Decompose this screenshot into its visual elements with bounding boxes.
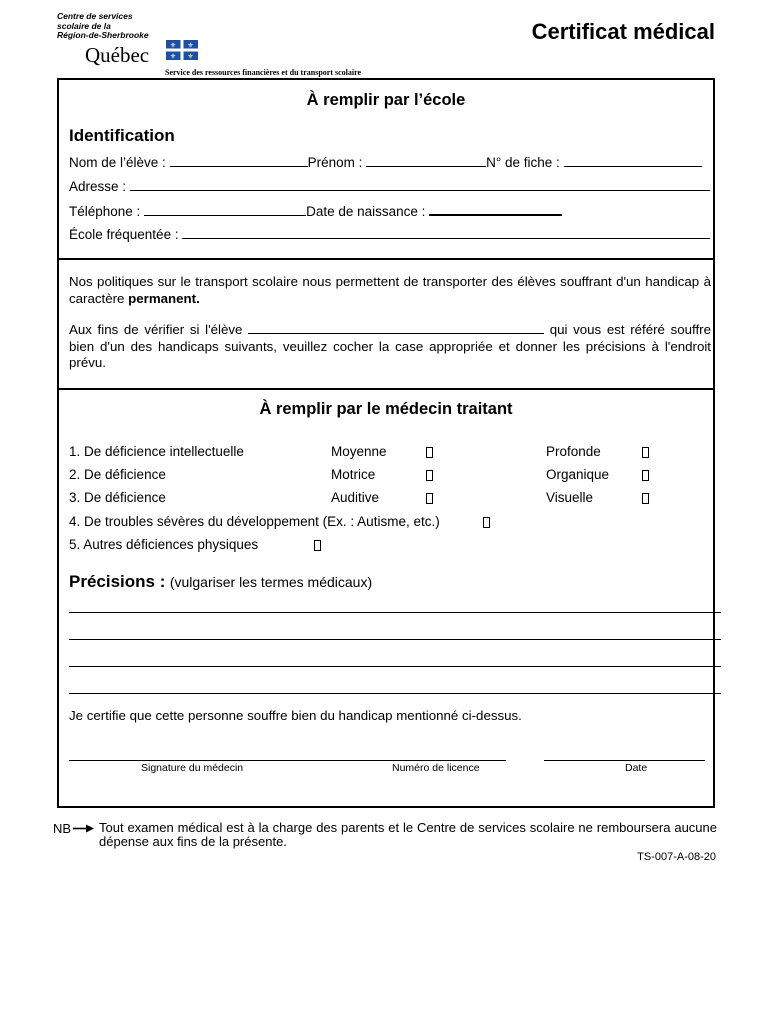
school-section <box>57 78 715 260</box>
precisions-note: (vulgariser les termes médicaux) <box>169 574 373 590</box>
disability-item-4 <box>69 514 440 529</box>
row-name <box>69 155 702 170</box>
item-number: 1. <box>69 444 81 459</box>
precisions-line-1[interactable] <box>69 612 721 613</box>
checkbox-motrice[interactable] <box>426 470 433 481</box>
phone-field[interactable] <box>144 204 306 216</box>
checkbox-other-physical[interactable] <box>314 540 321 551</box>
checkbox-developmental[interactable] <box>483 517 490 528</box>
checkbox-profonde[interactable] <box>642 447 649 458</box>
disability-item-1 <box>69 444 244 459</box>
policy-emphasis: permanent. <box>128 290 200 306</box>
file-number-label: N° de fiche : <box>486 155 560 170</box>
item-label: De troubles sévères du développement (Ex. : Autisme, etc.) <box>84 514 440 529</box>
first-name-field[interactable] <box>366 155 486 167</box>
school-field[interactable] <box>182 227 710 239</box>
disability-item-5 <box>69 537 258 552</box>
row-address <box>69 179 710 194</box>
date-line[interactable] <box>544 760 705 761</box>
birth-date-field[interactable] <box>429 203 562 216</box>
quebec-wordmark: Québec <box>85 43 150 67</box>
item-label: De déficience <box>84 490 166 505</box>
doctor-section <box>57 388 715 808</box>
student-name-field[interactable] <box>170 155 308 167</box>
page-title: Certificat médical <box>531 19 715 44</box>
verify-text: Aux fins de vérifier si l'élève <box>69 322 243 337</box>
identification-heading: Identification <box>69 126 175 145</box>
item-label: Autres déficiences physiques <box>83 537 259 552</box>
verify-text-end: qui vous est référé souffre bien d'un des handicaps suivants, veuillez cocher la case appropriée et donner les précisions à l'endroit prévu. <box>69 322 712 370</box>
option-visuelle-label: Visuelle <box>546 490 594 505</box>
item-number: 2. <box>69 467 81 482</box>
disability-item-3 <box>69 490 166 505</box>
option-organique-label: Organique <box>546 467 610 482</box>
precisions-heading <box>69 572 372 592</box>
signature-label: Signature du médecin <box>141 762 244 774</box>
svg-text:⚜: ⚜ <box>187 42 194 50</box>
arrow-right-icon <box>73 824 94 833</box>
policy-section <box>57 256 715 390</box>
address-label: Adresse : <box>69 179 127 194</box>
item-label: De déficience intellectuelle <box>84 444 244 459</box>
form-code: TS-007-A-08-20 <box>637 851 716 863</box>
item-number: 5. <box>69 537 81 552</box>
svg-text:⚜: ⚜ <box>169 53 177 60</box>
signature-licence-line[interactable] <box>69 760 506 761</box>
precisions-label: Précisions : <box>69 572 166 591</box>
org-line-2: scolaire de la <box>57 20 111 31</box>
option-moyenne-label: Moyenne <box>331 444 387 459</box>
precisions-line-3[interactable] <box>69 666 721 667</box>
footer-note: Tout examen médical est à la charge des parents et le Centre de services scolaire ne remboursera aucune dépense aux fins de la présente. <box>99 820 717 849</box>
policy-text: Nos politiques sur le transport scolaire nous permettent de transporter des élèves souffrant d'un handicap à caractère <box>69 274 711 306</box>
item-number: 3. <box>69 490 81 505</box>
policy-paragraph-1 <box>69 274 711 307</box>
item-number: 4. <box>69 514 81 529</box>
verify-student-field[interactable] <box>248 322 544 334</box>
checkbox-auditive[interactable] <box>426 493 433 504</box>
policy-paragraph-2 <box>69 322 711 372</box>
org-line-3: Région-de-Sherbrooke <box>57 30 149 40</box>
svg-text:⚜: ⚜ <box>169 42 177 50</box>
licence-label: Numéro de licence <box>392 762 480 774</box>
precisions-line-2[interactable] <box>69 639 721 640</box>
option-profonde-label: Profonde <box>546 444 601 459</box>
option-auditive-label: Auditive <box>331 490 380 505</box>
school-section-heading: À remplir par l’école <box>306 91 466 109</box>
school-label: École fréquentée : <box>69 227 179 242</box>
fleur-de-lis-flag-icon <box>166 40 198 60</box>
file-number-field[interactable] <box>564 155 702 167</box>
checkbox-moyenne[interactable] <box>426 447 433 458</box>
item-label: De déficience <box>84 467 166 482</box>
nb-label: NB <box>53 821 72 836</box>
checkbox-visuelle[interactable] <box>642 493 649 504</box>
certify-statement: Je certifie que cette personne souffre bien du handicap mentionné ci-dessus. <box>69 708 522 723</box>
precisions-line-4[interactable] <box>69 693 721 694</box>
disability-item-2 <box>69 467 166 482</box>
date-label: Date <box>625 762 648 774</box>
organization-name <box>57 12 149 41</box>
birth-date-label: Date de naissance : <box>306 204 426 219</box>
org-line-1: Centre de services <box>57 11 133 21</box>
checkbox-organique[interactable] <box>642 470 649 481</box>
phone-label: Téléphone : <box>69 204 141 219</box>
row-school <box>69 227 710 242</box>
service-name: Service des ressources financières et du transport scolaire <box>165 68 362 77</box>
svg-text:⚜: ⚜ <box>187 53 194 60</box>
student-name-label: Nom de l’élève : <box>69 155 166 170</box>
address-field[interactable] <box>130 179 710 191</box>
doctor-section-heading: À remplir par le médecin traitant <box>259 400 513 418</box>
option-motrice-label: Motrice <box>331 467 376 482</box>
row-phone <box>69 203 562 219</box>
first-name-label: Prénom : <box>307 155 363 170</box>
